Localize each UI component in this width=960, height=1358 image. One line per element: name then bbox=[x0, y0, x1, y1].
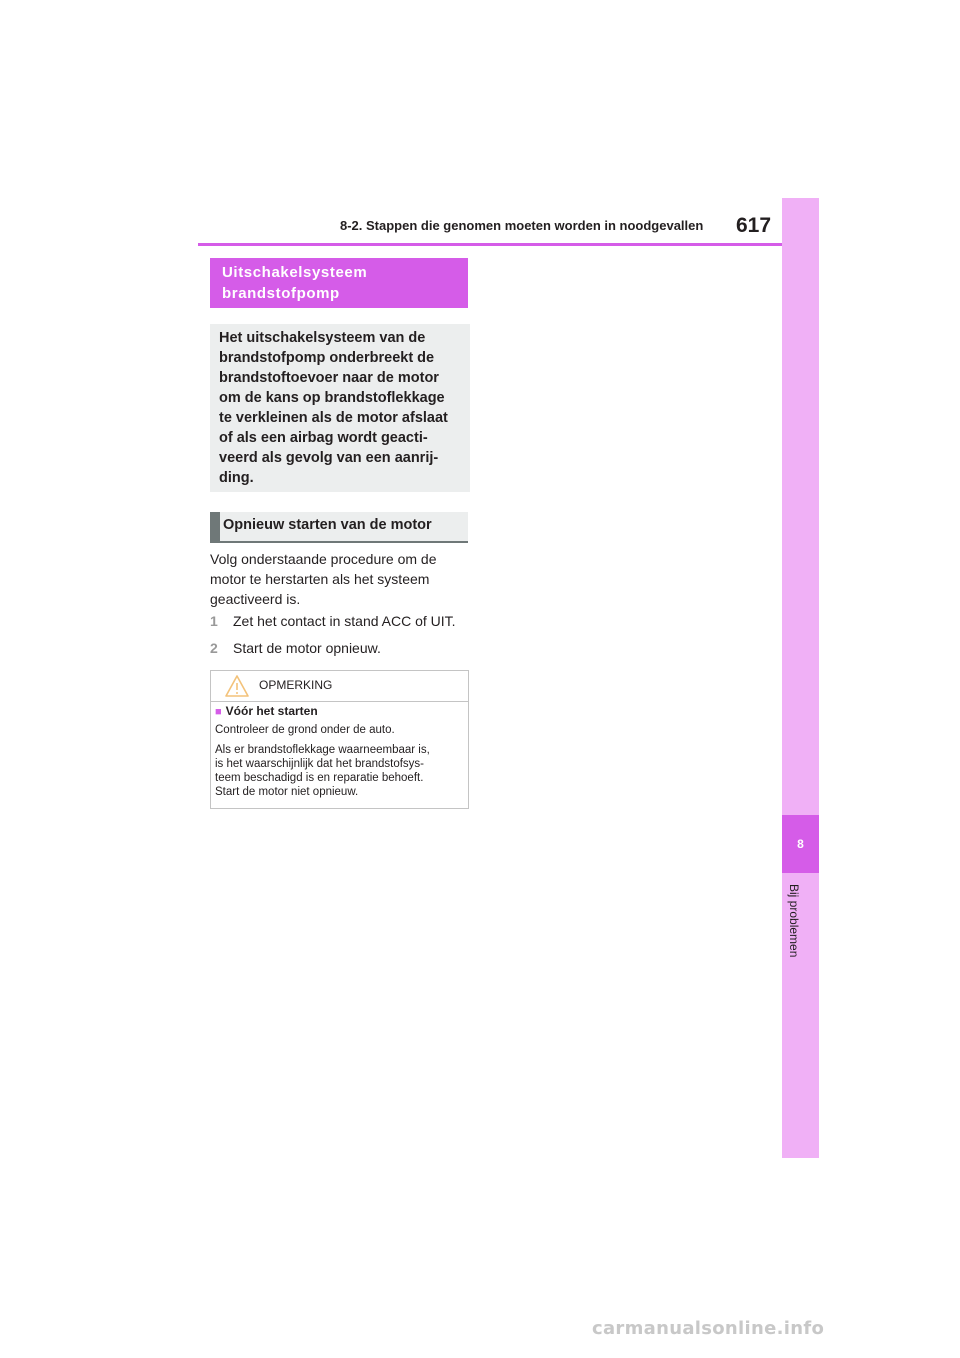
chapter-label: Bij problemen bbox=[787, 884, 801, 958]
heading-line: Uitschakelsysteem bbox=[222, 264, 368, 281]
summary-box bbox=[210, 324, 470, 492]
page-number: 617 bbox=[736, 214, 772, 237]
note-header bbox=[211, 671, 468, 702]
note-title: OPMERKING bbox=[259, 678, 333, 692]
step-text: Start de motor opnieuw. bbox=[233, 640, 381, 656]
summary-line: ding. bbox=[219, 470, 254, 486]
note-line: Start de motor niet opnieuw. bbox=[215, 786, 359, 798]
note-subheading bbox=[215, 704, 318, 718]
header-divider bbox=[198, 243, 782, 246]
note-paragraph: Controleer de grond onder de auto. bbox=[215, 724, 395, 736]
note-line: teem beschadigd is en reparatie behoeft. bbox=[215, 772, 424, 784]
heading-line: brandstofpomp bbox=[222, 285, 340, 302]
step-number: 2 bbox=[210, 640, 218, 656]
heading-text: Opnieuw starten van de motor bbox=[223, 517, 432, 533]
step-1 bbox=[210, 613, 456, 629]
summary-line: Het uitschakelsysteem van de bbox=[219, 330, 426, 346]
step-2 bbox=[210, 640, 381, 656]
note-box bbox=[210, 670, 469, 809]
note-paragraph bbox=[215, 743, 465, 799]
warning-triangle-icon bbox=[224, 674, 250, 698]
note-subheading-text: Vóór het starten bbox=[225, 704, 318, 718]
step-number: 1 bbox=[210, 613, 218, 629]
section-heading-fuel-pump-cutoff bbox=[210, 258, 468, 308]
watermark: carmanualsonline.info bbox=[592, 1318, 825, 1339]
section-heading-restart-engine bbox=[210, 512, 468, 543]
section-title: 8-2. Stappen die genomen moeten worden in noodgevallen bbox=[340, 218, 704, 233]
square-bullet-icon: ■ bbox=[215, 706, 222, 718]
note-line: Als er brandstoflekkage waarneembaar is, bbox=[215, 744, 430, 756]
summary-line: te verkleinen als de motor afslaat bbox=[219, 410, 448, 426]
summary-line: brandstoftoevoer naar de motor bbox=[219, 370, 439, 386]
chapter-number-badge: 8 bbox=[782, 815, 819, 873]
summary-line: of als een airbag wordt geacti- bbox=[219, 430, 428, 446]
note-line: is het waarschijnlijk dat het brandstofsys- bbox=[215, 758, 425, 770]
summary-line: brandstofpomp onderbreekt de bbox=[219, 350, 435, 366]
intro-line: motor te herstarten als het systeem bbox=[210, 571, 430, 587]
intro-line: Volg onderstaande procedure om de bbox=[210, 551, 437, 567]
summary-line: veerd als gevolg van een aanrij- bbox=[219, 450, 439, 466]
step-text: Zet het contact in stand ACC of UIT. bbox=[233, 613, 456, 629]
intro-paragraph bbox=[210, 549, 470, 609]
chapter-side-tab bbox=[782, 198, 819, 1158]
summary-line: om de kans op brandstoflekkage bbox=[219, 390, 445, 406]
heading-accent-bar bbox=[210, 512, 220, 541]
intro-line: geactiveerd is. bbox=[210, 591, 301, 607]
